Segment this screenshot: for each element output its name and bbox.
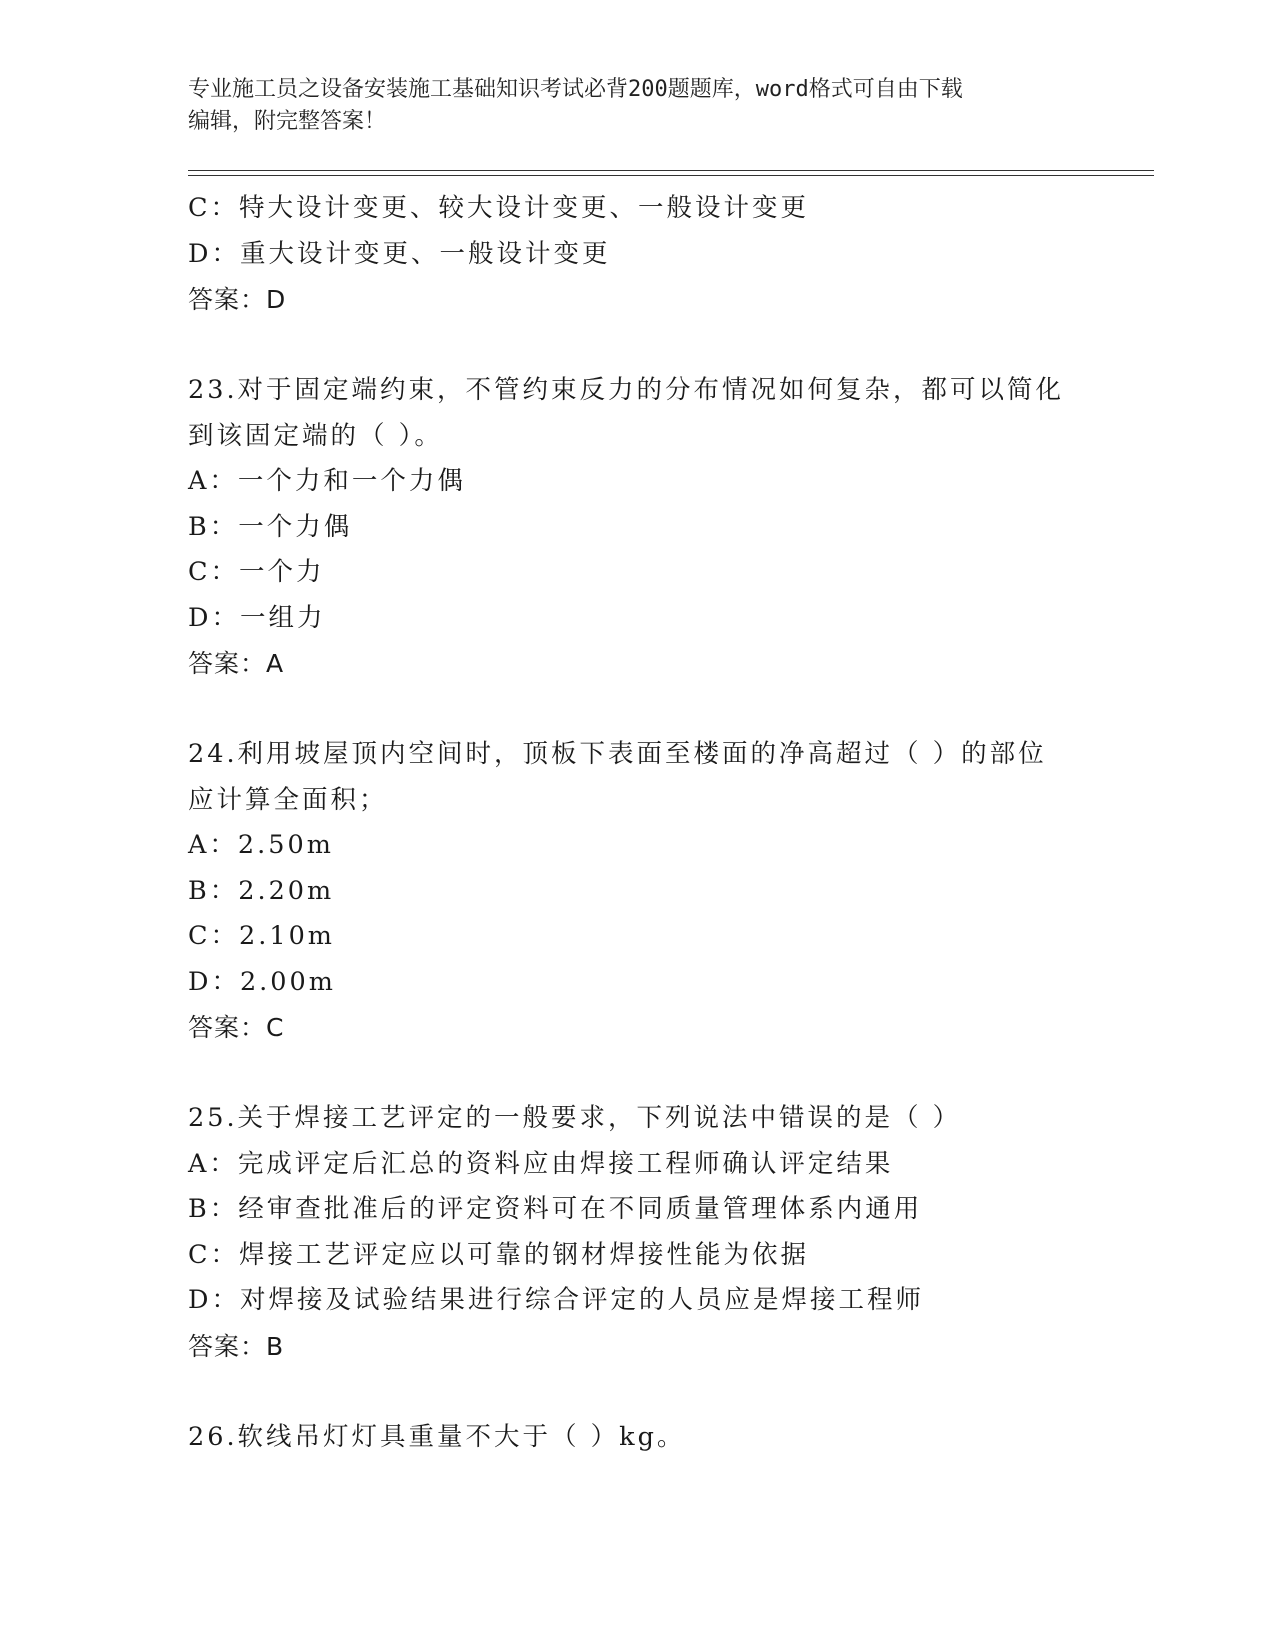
question-stem-line-1: 26.软线吊灯灯具重量不大于（ ）kg。 — [188, 1421, 686, 1452]
header-rule-bottom — [188, 175, 1154, 176]
option-b: B：一个力偶 — [188, 511, 353, 542]
question-list — [188, 186, 1154, 1460]
question-22 — [188, 186, 1154, 323]
option-b: B：2.20m — [188, 875, 335, 906]
question-stem-line-1: 23.对于固定端约束，不管约束反力的分布情况如何复杂，都可以简化 — [188, 375, 1065, 405]
header-title-line-1: 专业施工员之设备安装施工基础知识考试必背200题题库，word格式可自由下载 — [188, 77, 963, 102]
header-rule-top — [188, 170, 1154, 171]
spacer — [188, 687, 1154, 733]
option-c: C：2.10m — [188, 921, 335, 951]
option-d: D：对焊接及试验结果进行综合评定的人员应是焊接工程师 — [188, 1285, 924, 1315]
question-25 — [188, 1096, 1154, 1369]
answer: 答案：A — [188, 649, 285, 678]
option-c: C：焊接工艺评定应以可靠的钢材焊接性能为依据 — [188, 1239, 810, 1270]
answer: 答案：D — [188, 285, 287, 314]
option-c: C：特大设计变更、较大设计变更、一般设计变更 — [188, 193, 810, 223]
question-23 — [188, 368, 1154, 687]
option-d: D：2.00m — [188, 966, 336, 997]
option-d: D：重大设计变更、一般设计变更 — [188, 238, 611, 269]
header-title-line-2: 编辑，附完整答案！ — [188, 109, 387, 134]
question-stem-line-1: 25.关于焊接工艺评定的一般要求，下列说法中错误的是（ ） — [188, 1103, 962, 1133]
document-header — [188, 74, 1088, 138]
option-d: D：一组力 — [188, 602, 326, 633]
option-b: B：经审查批准后的评定资料可在不同质量管理体系内通用 — [188, 1194, 923, 1224]
question-24 — [188, 732, 1154, 1051]
option-a: A：完成评定后汇总的资料应由焊接工程师确认评定结果 — [188, 1148, 894, 1179]
option-a: A：2.50m — [188, 830, 334, 860]
question-stem-line-1: 24.利用坡屋顶内空间时，顶板下表面至楼面的净高超过（ ）的部位 — [188, 739, 1047, 769]
answer: 答案：B — [188, 1331, 285, 1361]
spacer — [188, 1369, 1154, 1415]
spacer — [188, 1051, 1154, 1097]
option-c: C：一个力 — [188, 557, 325, 587]
question-stem-line-2: 到该固定端的（ ）。 — [188, 420, 443, 451]
question-26 — [188, 1415, 1154, 1461]
option-a: A：一个力和一个力偶 — [188, 466, 466, 496]
spacer — [188, 323, 1154, 369]
question-stem-line-2: 应计算全面积； — [188, 784, 388, 815]
answer: 答案：C — [188, 1013, 285, 1042]
